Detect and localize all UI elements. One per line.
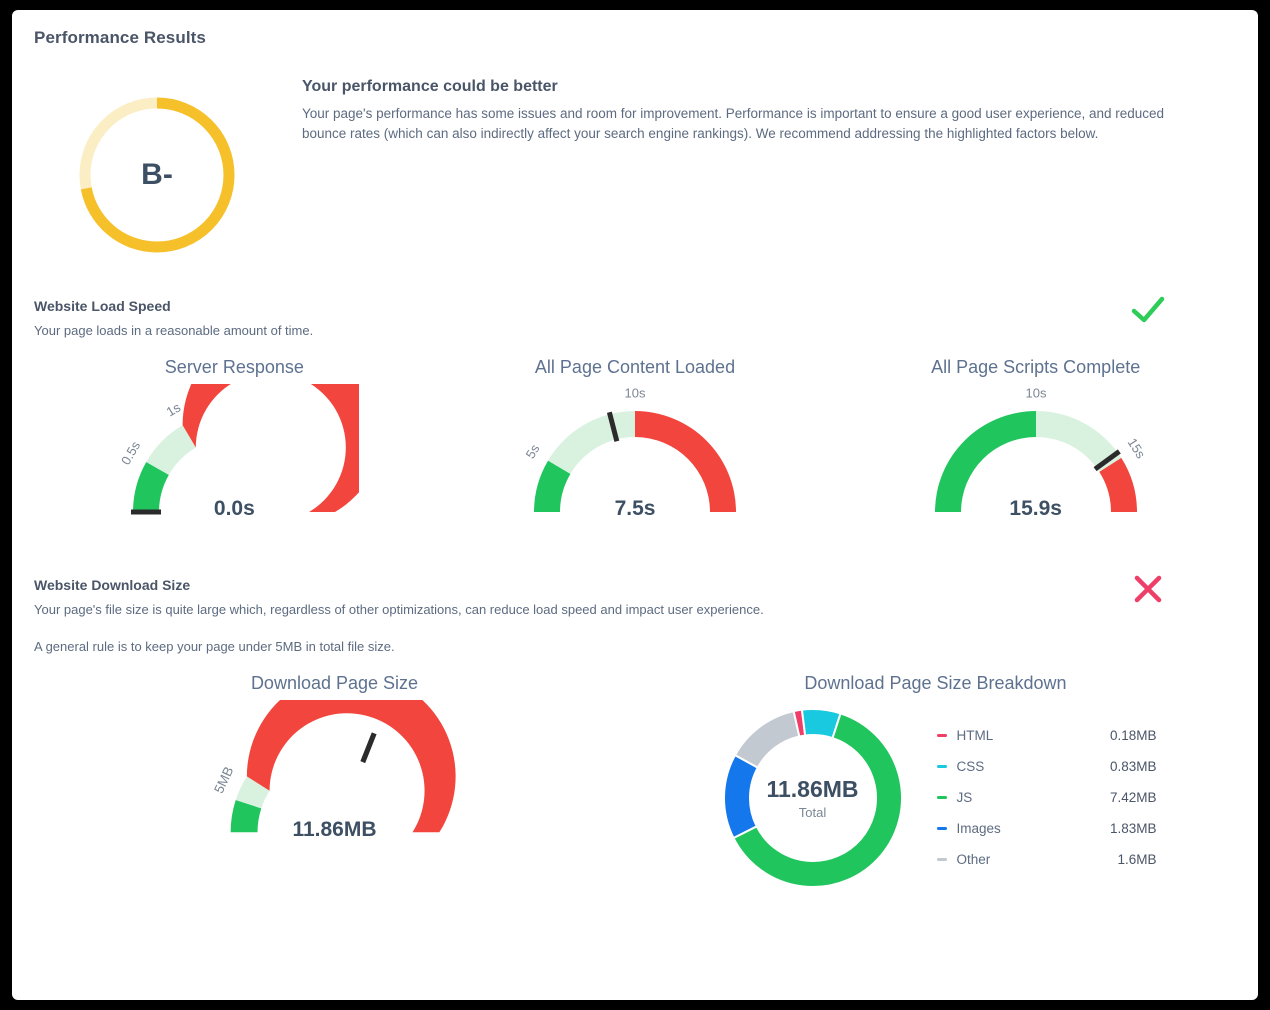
section-description: Your page's file size is quite large which, regardless of other optimizations, can reduce load speed and impact user experience. [34,601,764,617]
section-title: Website Load Speed [34,298,171,314]
donut-chart [715,700,911,896]
donut-total-value: 11.86MB [766,775,859,802]
legend-item [937,751,1157,782]
donut-title: Download Page Size Breakdown [804,672,1067,693]
performance-results-panel [12,10,1258,1000]
legend-label: Other [956,852,991,867]
legend-item [937,782,1157,813]
legend-swatch-icon [937,765,947,768]
svg-text:5s: 5s [522,441,543,461]
download-size-charts [34,673,1236,896]
legend-value: 0.18MB [1109,728,1157,743]
gauge-value: 0.0s [213,496,255,520]
legend-label: CSS [956,759,985,774]
gauge-value: 11.86MB [292,817,377,841]
section-website-load-speed [34,298,1236,539]
gauge-value: 7.5s [614,496,656,520]
gauge-title: Download Page Size [250,672,419,693]
legend-label: HTML [956,728,994,743]
legend-item [937,813,1157,844]
legend-swatch-icon [937,827,947,830]
svg-text:10s: 10s [624,384,646,400]
svg-text:5MB: 5MB [210,763,236,796]
summary-heading: Your performance could be better [302,78,558,95]
section-description: Your page loads in a reasonable amount of time. [34,323,314,338]
svg-text:10s: 10s [1025,384,1047,400]
svg-text:0.5s: 0.5s [118,438,144,467]
summary-section [12,78,1258,260]
legend-swatch-icon [937,858,947,861]
legend-value: 0.83MB [1109,759,1157,774]
svg-text:15s: 15s [1124,434,1149,461]
legend-swatch-icon [937,796,947,799]
gauge-title: Server Response [164,356,304,377]
grade-gauge [12,78,302,260]
svg-text:1s: 1s [163,399,184,419]
gauge-title: All Page Scripts Complete [931,356,1141,377]
legend-value: 7.42MB [1109,790,1157,805]
legend-label: JS [956,790,973,805]
section-website-download-size [34,577,1236,896]
cross-icon [1130,571,1166,607]
legend-item [937,720,1157,751]
section-description-rule: A general rule is to keep your page under 5MB in total file size. [34,639,395,654]
donut-legend [937,720,1157,875]
chart-download-page-size [34,673,635,896]
load-speed-gauges [34,357,1236,539]
gauge-page-content-loaded [435,357,836,539]
gauge-value: 15.9s [1009,496,1062,520]
legend-label: Images [956,821,1001,836]
legend-value: 1.6MB [1117,852,1157,867]
check-icon [1130,292,1166,328]
gauge-title: All Page Content Loaded [534,356,736,377]
chart-download-size-breakdown [635,673,1236,896]
legend-item [937,844,1157,875]
donut-total-label: Total [798,804,827,820]
gauge-server-response [34,357,435,539]
legend-swatch-icon [937,734,947,737]
page-title: Performance Results [34,28,206,47]
gauge-page-scripts-complete [835,357,1236,539]
grade-letter: B- [141,158,173,191]
legend-value: 1.83MB [1109,821,1157,836]
summary-body: Your page's performance has some issues and room for improvement. Performance is important to ensure a good user experience, and reduced bounce rates (which can also indirectly affect your search engine rankings). We recommend addressing the highlighted factors below. [302,106,1165,142]
section-title: Website Download Size [34,576,191,593]
